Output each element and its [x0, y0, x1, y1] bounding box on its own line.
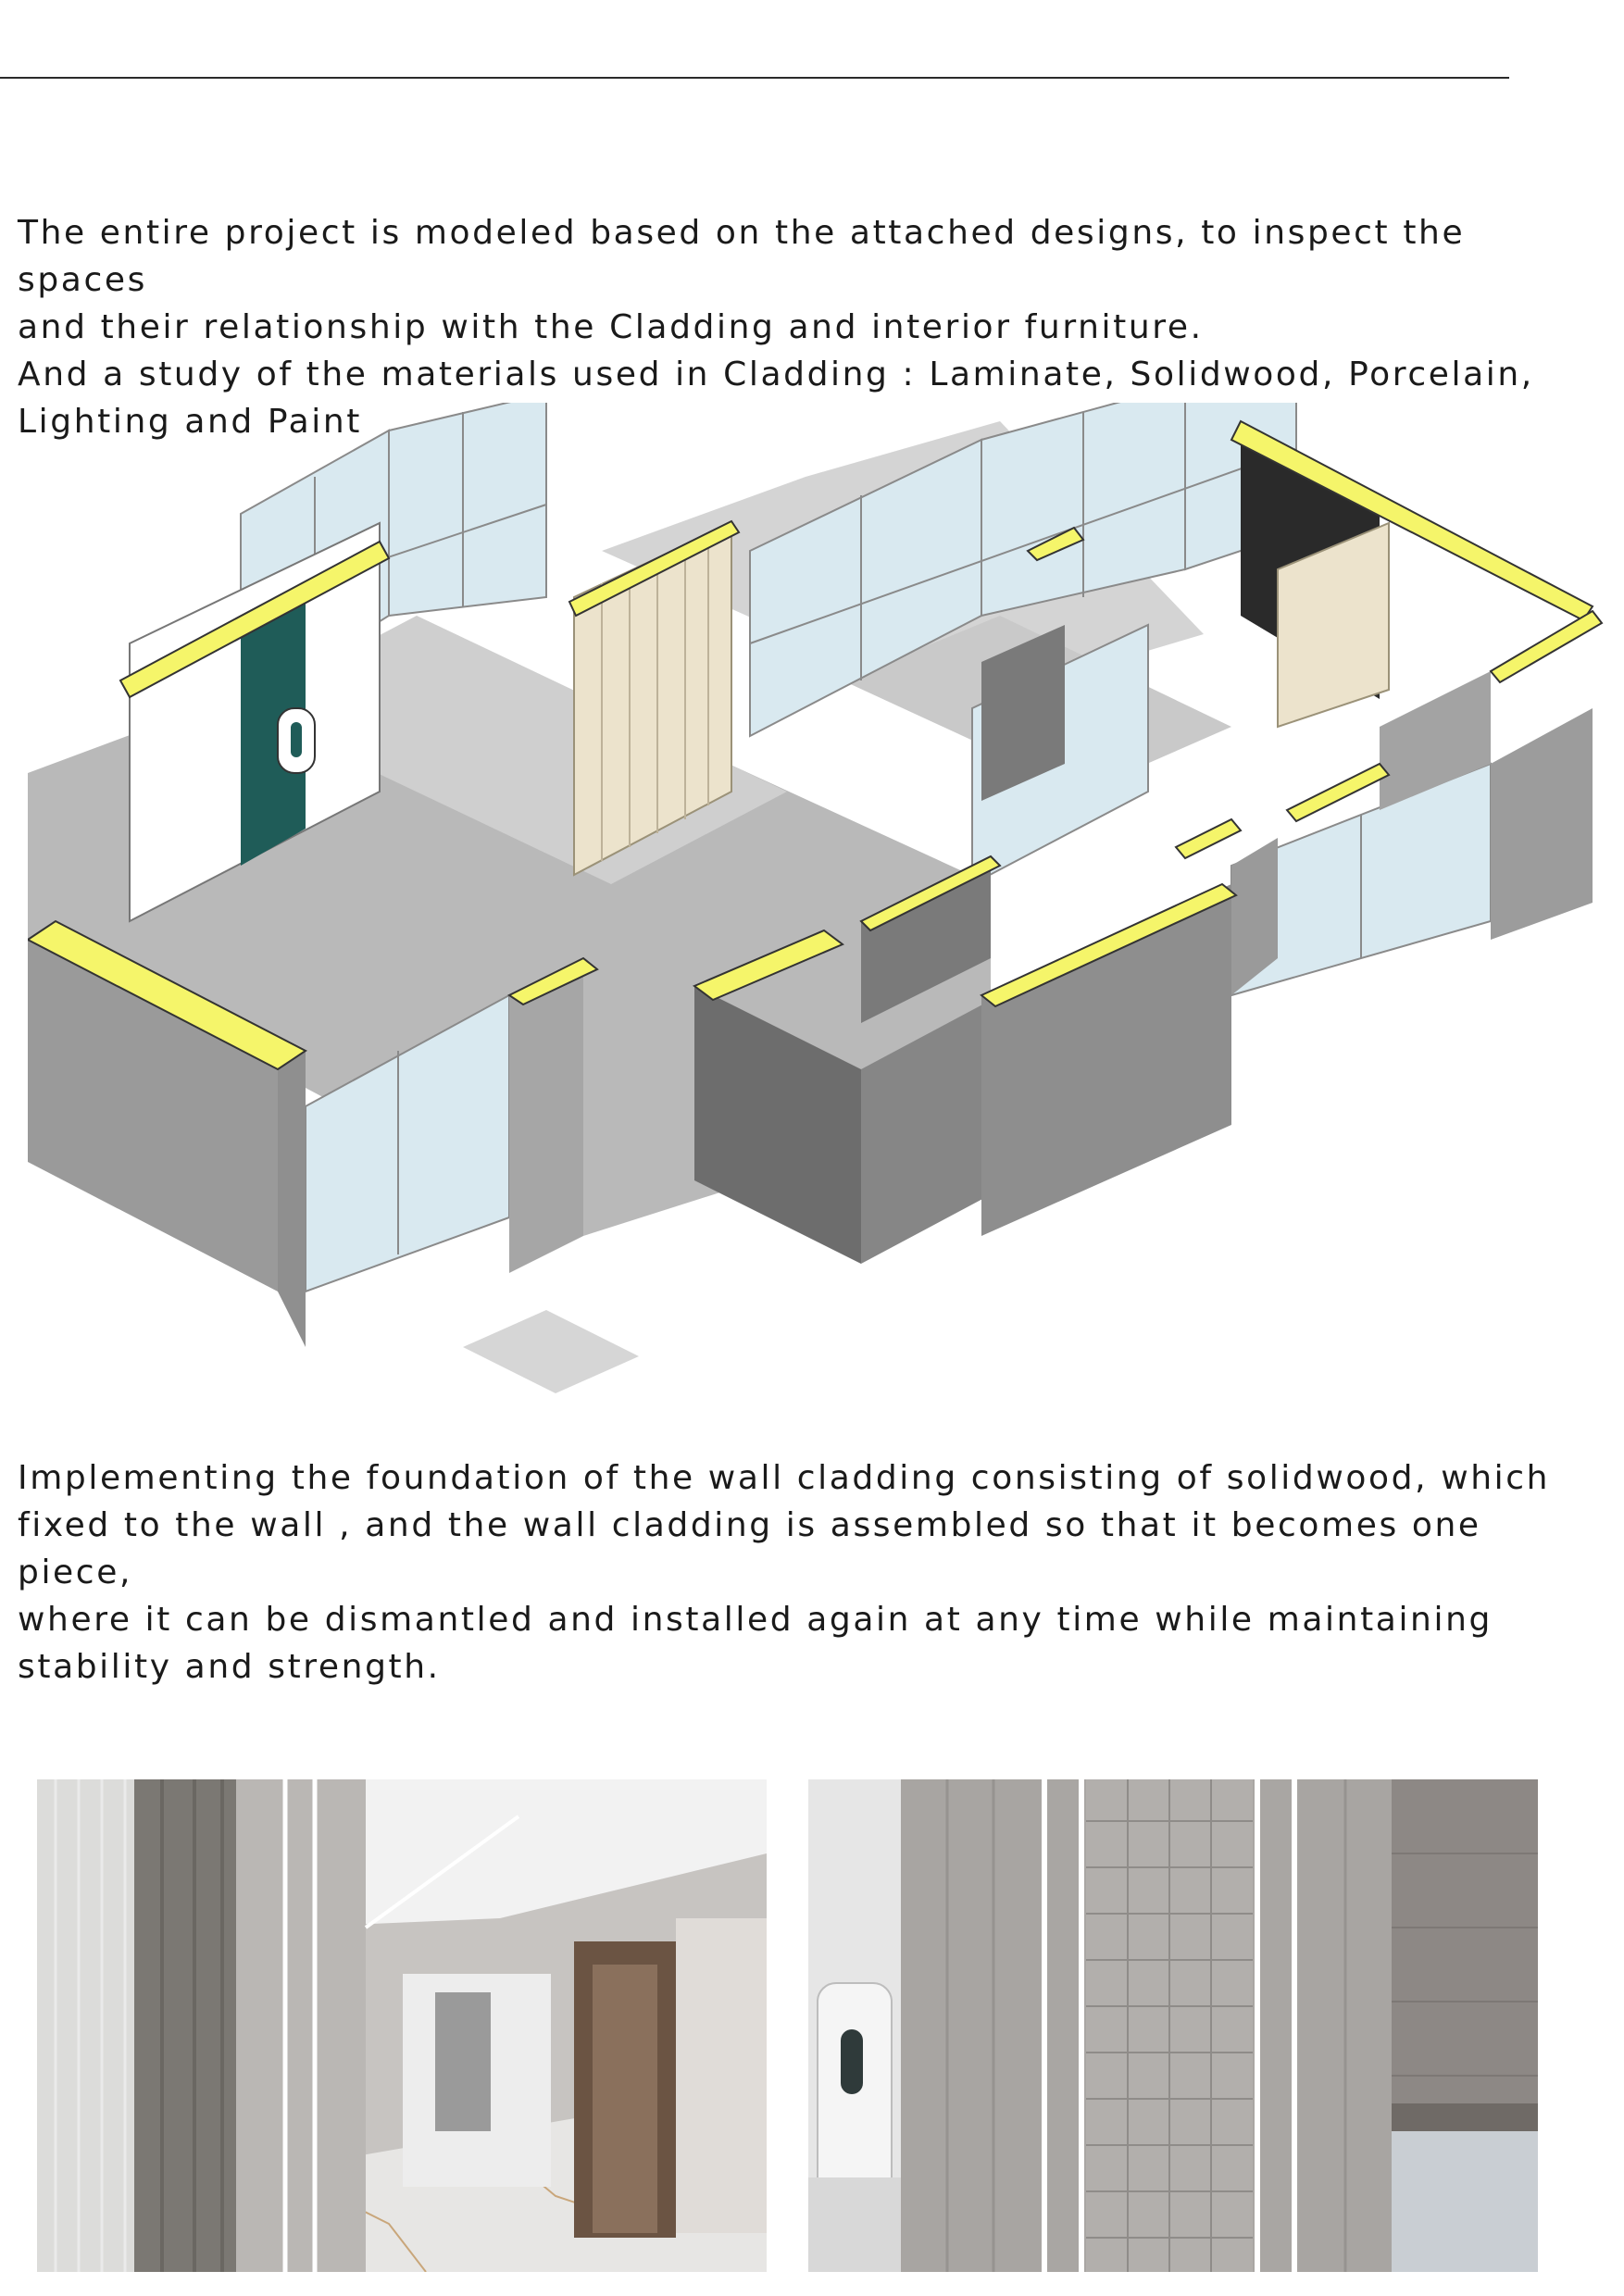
- intro-paragraph: The entire project is modeled based on the attached designs, to inspect the spaces and their relationship with the Cladding and interior furniture. And a study of the materials used in Cladding : Laminate, Solidwood, Porcelain, Lighting and Paint: [18, 214, 1534, 441]
- render-photo-cladding-wall: [808, 1779, 1538, 2272]
- header-rule: [0, 77, 1509, 79]
- method-paragraph: Implementing the foundation of the wall cladding consisting of solidwood, which fixed to the wall , and the wall cladding is assembled so that it becomes one piece, where it can be dismantled and installed again at any time while maintaining stability and strength.: [18, 1459, 1551, 1686]
- render-photo-corridor: [37, 1779, 767, 2272]
- axonometric-model-illustration: [28, 403, 1611, 1393]
